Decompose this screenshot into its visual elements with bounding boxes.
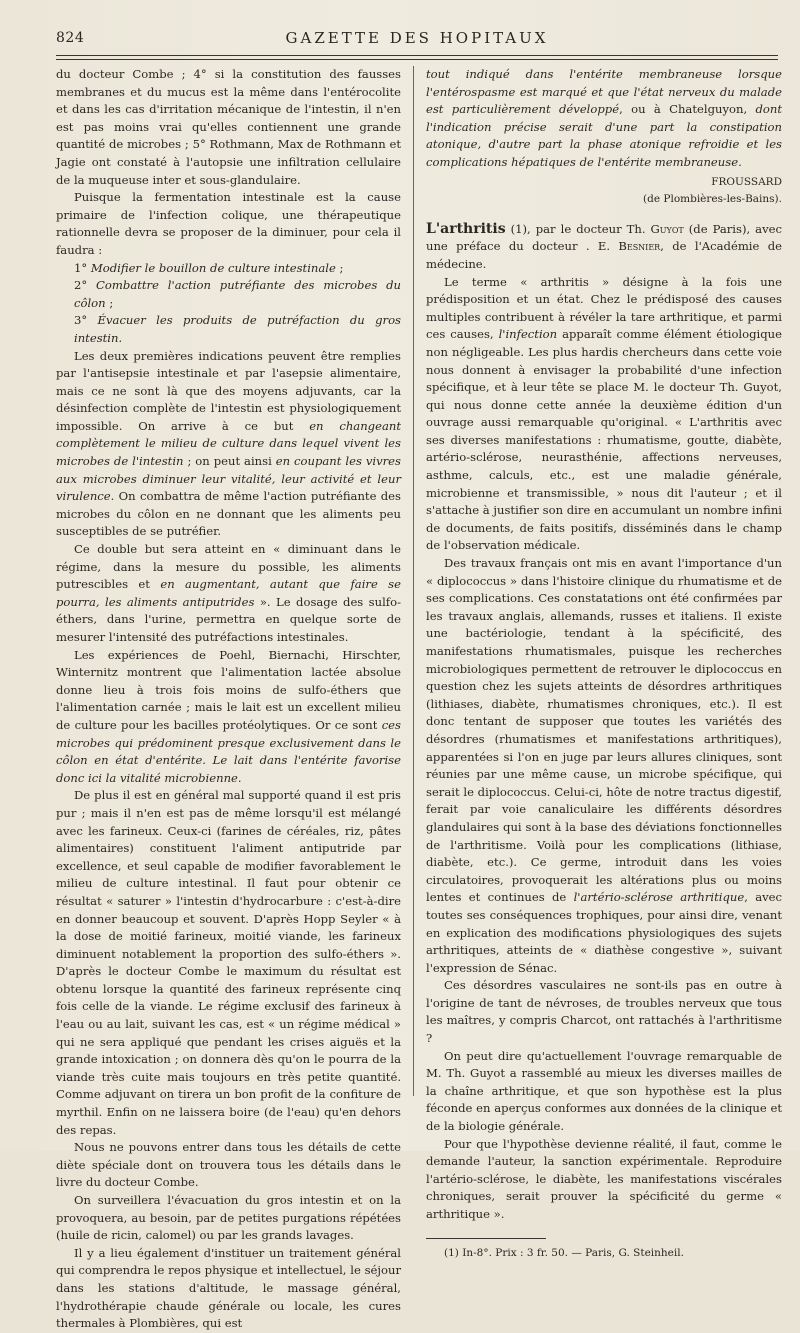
paragraph: Il y a lieu également d'instituer un traitement général qui comprendra le repos physique et intellectuel, le séjour dans les stations d'altitude, le massage général, l'hydrothérapie chaude générale ou locale, les cures thermales à Plombières, qui est — [56, 1245, 401, 1331]
paragraph: On peut dire qu'actuellement l'ouvrage remarquable de M. Th. Guyot a rassemblé au mieux les diverses mailles de la chaîne arthritique, et que son hypothèse est la plus féconde en aperçus conformes aux données de la clinique et de la biologie générale. — [426, 1048, 782, 1134]
paragraph: tout indiqué dans l'entérite membraneuse lorsque l'entérospasme est marqué et que l'état nerveux du malade est particulièrement développé, ou à Chatelguyon, dont l'indication précise serait d'une part la constipation atonique, d'autre part la phase atonique refroidie et les complications hépatiques de l'entérite membraneuse. — [426, 67, 782, 169]
list-item: 2° Combattre l'action putréfiante des microbes du côlon ; — [74, 278, 402, 310]
paragraph: Ces désordres vasculaires ne sont-ils pas en outre à l'origine de tant de névroses, de troubles nerveux que tous les maîtres, y compris Charcot, ont rattachés à l'arthritisme ? — [426, 978, 782, 1046]
footnote-rule — [426, 1238, 546, 1239]
paragraph: Les expériences de Poehl, Biernachi, Hirschter, Winternitz montrent que l'alimentation lactée absolue donne lieu à trois fois moins de sulfo-éthers que l'alimentation carnée ; mais le lait est un excellent milieu de culture pour les bacilles protéolytiques. Or ce sont ces microbes qui prédominent presque exclusivement dans le côlon en état d'entérite. Le lait dans l'entérite favorise donc ici la vitalité microbienne. — [56, 647, 401, 785]
journal-title: GAZETTE DES HOPITAUX — [285, 29, 549, 47]
header-rule-thin — [56, 59, 778, 60]
left-column — [56, 66, 401, 1333]
page-header — [56, 26, 778, 54]
review-heading: L'arthritis (1), par le docteur Th. Guyot (de Paris), avec une préface du docteur . E. Besnier, de l'Académie de médecine. — [426, 220, 782, 271]
paragraph: Les deux premières indications peuvent être remplies par l'antisepsie intestinale et par l'asepsie alimentaire, mais ce ne sont là que des moyens adjuvants, car la désinfection complète de l'intestin est physiologiquement impossible. On arrive à ce but en changeant complètement le milieu de culture dans lequel vivent les microbes de l'intestin ; on peut ainsi en coupant les vivres aux microbes diminuer leur vitalité, leur activité et leur virulence. On combattra de même l'action putréfiante des microbes du côlon en ne donnant que les aliments peu susceptibles de se putréfier. — [56, 348, 401, 539]
paragraph: Des travaux français ont mis en avant l'importance d'un « diplococcus » dans l'histoire clinique du rhumatisme et de ses complications. Ces constatations ont été confirmées par les travaux anglais, allemands, russes et italiens. Il existe une bactériologie, tendant à la spécificité, des manifestations rhumatismales, puisque les recherches microbiologiques permettent de retrouver le diplococcus en question chez les sujets atteints de désordres arthritiques (lithiases, diabète, rhumatismes chroniques, etc.). Il est donc tentant de supposer que toutes les variétés des désordres (rhumatismes et manifestations arthritiques), apparentées si l'on en juge par leurs allures cliniques, sont réunies par une même cause, un microbe spécifique, qui serait le diplococcus. Celui-ci, hôte de notre tractus digestif, ferait par voie canaliculaire les différents désordres glandulaires qui sont à la base des déviations fonctionnelles de l'arthritisme. Voilà pour les complications (lithiase, diabète, etc.). Ce germe, introduit dans les voies circulatoires, provoquerait les altérations plus ou moins lentes et continues de l'artério-sclérose arthritique, avec toutes ses conséquences trophiques, pour ainsi dire, venant en explication des modifications physiologiques des sujets arthritiques, atteints de « diathèse congestive », suivant l'expression de Sénac. — [426, 556, 783, 975]
book-review — [426, 221, 782, 1224]
page-number: 824 — [56, 30, 85, 46]
paragraph: De plus il est en général mal supporté quand il est pris pur ; mais il n'en est pas de même lorsqu'il est mélangé avec les farineux. Ceux-ci (farines de céréales, riz, pâtes alimentaires) constituent l'aliment antiputride par excellence, et seul capable de modifier favorablement le milieu de culture intestinal. Il faut pour obtenir ce résultat « saturer » l'intestin d'hydrocarbure : c'est-à-dire en donner beaucoup et souvent. D'après Hopp Seyler « à la dose de moitié farineux, moitié viande, les farineux diminuent notablement la proportion des sulfo-éthers ». D'après le docteur Combe le maximum du résultat est obtenu lorsque la quantité des farineux représente cinq fois celle de la viande. Le régime exclusif des farineux à l'eau ou au lait, suivant les cas, est « un régime médical » qui ne sera appliqué que pendant les crises aiguës et la grande intoxication ; on donnera dès qu'on le pourra de la viande très cuite mais toujours en très petite quantité. Comme adjuvant on tirera un bon profit de la confiture de myrthil. Enfin on ne laissera boire (de l'eau) qu'en dehors des repas. — [56, 788, 401, 1137]
paragraph: Ce double but sera atteint en « diminuant dans le régime, dans la mesure du possible, les aliments putrescibles et en augmentant, autant que faire se pourra, les aliments antiputrides ». Le dosage des sulfo-éthers, dans l'urine, permettra en quelque sorte de mesurer l'intensité des putréfactions intestinales. — [56, 542, 401, 644]
list-item: 1° Modifier le bouillon de culture intestinale ; — [74, 260, 344, 275]
paragraph: Nous ne pouvons entrer dans tous les détails de cette diète spéciale dont on trouvera tous les détails dans le livre du docteur Combe. — [56, 1140, 401, 1190]
list-item: 3° Évacuer les produits de putréfaction du gros intestin. — [74, 313, 402, 345]
paragraph: du docteur Combe ; 4° si la constitution des fausses membranes et du mucus est la même dans l'entérocolite et dans les cas d'irritation mécanique de l'intestin, il n'en est pas moins vrai qu'elles contiennent une grande quantité de microbes ; 5° Rothmann, Max de Rothmann et Jagie ont constaté à l'autopsie une infiltration cellulaire de la muqueuse inter et sous-glandulaire. — [56, 67, 401, 187]
footnote: (1) In-8°. Prix : 3 fr. 50. — Paris, G. Steinheil. — [444, 1246, 684, 1259]
author-signature: FROUSSARD — [711, 175, 782, 188]
right-column — [426, 66, 782, 1262]
paragraph: Pour que l'hypothèse devienne réalité, il faut, comme le demande l'auteur, la sanction expérimentale. Reproduire l'artério-sclérose, le diabète, les manifestations viscérales chroniques, serait prouver la spécificité du germe « arthritique ». — [426, 1136, 782, 1221]
paragraph: Puisque la fermentation intestinale est la cause primaire de l'infection colique, une thérapeutique rationnelle devra se proposer de la diminuer, pour cela il faudra : — [56, 190, 401, 257]
header-rule-thick — [56, 55, 778, 56]
column-divider — [413, 66, 414, 1096]
paragraph: Le terme « arthritis » désigne à la fois une prédisposition et un état. Chez le prédisposé des causes multiples contribuent à révéler la tare arthritique, et parmi ces causes, l'infection apparaît comme élément étiologique non négligeable. Les plus hardis chercheurs dans cette voie nous donnent à envisager la probabilité d'une infection spécifique, et à leur tête se place M. le docteur Th. Guyot, qui nous donne cette année la deuxième édition d'un ouvrage aussi remarquable qu'original. « L'arthritis avec ses diverses manifestations : rhumatisme, goutte, diabète, artério-sclérose, neurasthénie, affections nerveuses, asthme, calculs, etc., est une maladie générale, microbienne et transmissible, » nous dit l'auteur ; et il s'attache à justifier son dire en accumulant un nombre infini de documents, de faits positifs, disséminés dans le champ de l'observation médicale. — [426, 274, 782, 553]
paragraph: On surveillera l'évacuation du gros intestin et on la provoquera, au besoin, par de petites purgations répétées (huile de ricin, calomel) ou par les grands lavages. — [56, 1193, 401, 1243]
author-place: (de Plombières-les-Bains). — [643, 193, 782, 206]
